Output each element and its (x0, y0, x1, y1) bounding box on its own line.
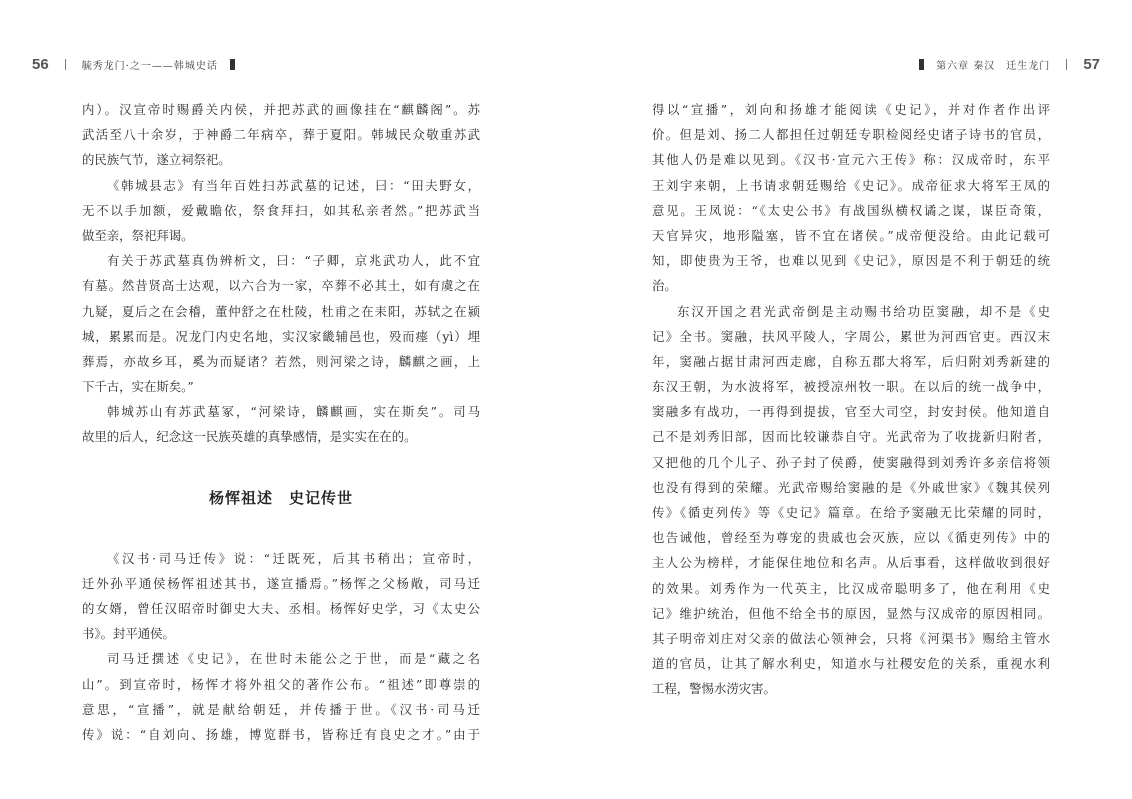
section-heading: 杨恽祖述 史记传世 (208, 488, 353, 507)
text-line: 书》。封平通侯。 (82, 626, 175, 642)
text-line: 内）。汉宣帝时赐爵关内侯，并把苏武的画像挂在“麒麟阁”。苏 (82, 102, 480, 117)
right-paragraphs (652, 97, 1050, 702)
left-header (32, 50, 247, 78)
left-paragraphs-2 (82, 546, 480, 748)
text-line: 有墓。然昔贤高士达观，以六合为一家，卒葬不必其土，如有虞之在 (82, 278, 480, 294)
left-paragraphs (82, 97, 480, 450)
text-line: 传》说：“自刘向、扬雄，博览群书，皆称迁有良史之才。”由于 (82, 726, 480, 742)
left-body-text (82, 97, 480, 747)
running-head-left: 毓秀龙门·之一——韩城史话 (81, 60, 218, 72)
header-block-mark (230, 59, 235, 70)
text-line: 城，累累而是。况龙门内史名地，实汉家畿辅邑也，殁而瘗（yì）埋 (82, 328, 480, 344)
text-line: 知，即使贵为王爷，也难以见到《史记》，原因是不利于朝廷的统 (652, 253, 1050, 269)
right-body-text (652, 97, 1050, 702)
right-page (566, 0, 1132, 799)
page-number-right: 57 (1083, 55, 1100, 73)
text-line: 有关于苏武墓真伪辨析文，曰：“子卿，京兆武功人，此不宜 (107, 253, 480, 269)
text-line: 道的官员，让其了解水利史，知道水与社稷安危的关系，重视水利 (652, 656, 1050, 672)
text-line: 的效果。刘秀作为一代英主，比汉成帝聪明多了，他在利用《史 (652, 580, 1050, 596)
text-line: 窦融多有战功，一再得到提拔，官至大司空，封安封侯。他知道自 (652, 404, 1050, 420)
text-line: 得以“宣播”，刘向和扬雄才能阅读《史记》，并对作者作出评 (652, 102, 1050, 117)
spacer (82, 522, 480, 546)
running-head-right: 第六章 秦汉 迁生龙门 (936, 60, 1051, 72)
text-line: 下千古，实在斯矣。” (82, 379, 194, 395)
text-line: 九疑，夏后之在会稽，董仲舒之在杜陵，杜甫之在耒阳，苏轼之在颍 (82, 303, 480, 319)
text-line: 东汉王朝，为水波将军，被授凉州牧一职。在以后的统一战争中， (652, 379, 1050, 395)
text-line: 葬焉，亦故乡耳，奚为而疑诸？若然，则河梁之诗，麟麒之画，上 (82, 353, 480, 369)
text-line: 做至亲，祭祀拜谒。 (82, 227, 194, 243)
text-line: 年，窦融占据甘肃河西走廊，自称五郡大将军，后归附刘秀新建的 (652, 353, 1050, 369)
text-line: 其他人仍是难以见到。《汉书·宣元六王传》称：汉成帝时，东平 (652, 152, 1050, 168)
text-line: 又把他的几个儿子、孙子封了侯爵，使窦融得到刘秀许多亲信将领 (652, 454, 1050, 470)
text-line: 武活至八十余岁，于神爵二年病卒，葬于夏阳。韩城民众敬重苏武 (82, 127, 480, 143)
header-divider (65, 59, 66, 70)
text-line: 的民族气节，遂立祠祭祀。 (82, 152, 231, 168)
header-block-mark (919, 59, 924, 70)
text-line: 工程，警惕水涝灾害。 (652, 681, 776, 697)
text-line: 意思，“宣播”，就是献给朝廷，并传播于世。《汉书·司马迁 (82, 701, 480, 717)
text-line: 传》《循吏列传》等《史记》篇章。在给予窦融无比荣耀的同时， (652, 505, 1050, 520)
text-line: 《韩城县志》有当年百姓扫苏武墓的记述，曰：“田夫野女， (107, 177, 480, 193)
header-divider (1066, 59, 1067, 70)
text-line: 的女婿，曾任汉昭帝时御史大夫、丞相。杨恽好史学，习《太史公 (82, 601, 480, 616)
text-line: 主人公为榜样，才能保住地位和名声。从后事看，这样做收到很好 (652, 555, 1050, 571)
text-line: 天官异灾，地形隘塞，皆不宜在诸侯。”成帝便没给。由此记载可 (652, 227, 1050, 243)
text-line: 也没有得到的荣耀。光武帝赐给窦融的是《外戚世家》《魏其侯列 (652, 479, 1050, 495)
text-line: 其子明帝刘庄对父亲的做法心领神会，只将《河渠书》赐给主管水 (652, 630, 1050, 646)
text-line: 王刘宇来朝，上书请求朝廷赐给《史记》。成帝征求大将军王凤的 (652, 177, 1050, 193)
text-line: 东汉开国之君光武帝倒是主动赐书给功臣窦融，却不是《史 (677, 303, 1050, 319)
right-header (907, 50, 1100, 78)
text-line: 价。但是刘、扬二人都担任过朝廷专职检阅经史诸子诗书的官员， (652, 127, 1050, 143)
text-line: 也告诫他，曾经至为尊宠的贵戚也会灭族，应以《循吏列传》中的 (652, 530, 1050, 546)
text-line: 故里的后人，纪念这一民族英雄的真挚感情，是实实在在的。 (82, 429, 417, 445)
page-number-left: 56 (32, 55, 49, 73)
spacer (82, 450, 480, 474)
text-line: 治。 (652, 278, 677, 294)
text-line: 山”。到宣帝时，杨恽才将外祖父的著作公布。“祖述”即尊崇的 (82, 676, 480, 692)
text-line: 《汉书·司马迁传》说：“迁既死，后其书稍出；宣帝时， (107, 550, 480, 566)
text-line: 记》维护统治，但他不给全书的原因，显然与汉成帝的原因相同。 (652, 605, 1050, 621)
text-line: 司马迁撰述《史记》，在世时未能公之于世，而是“藏之名 (107, 651, 480, 667)
text-line: 记》全书。窦融，扶风平陵人，字周公，累世为河西官吏。西汉末 (652, 328, 1050, 344)
text-line: 迁外孙平通侯杨恽祖述其书，遂宣播焉。”杨恽之父杨敞，司马迁 (82, 575, 480, 591)
text-line: 己不是刘秀旧部，因而比较谦恭自守。光武帝为了收拢新归附者， (652, 429, 1050, 445)
text-line: 无不以手加额，爱戴瞻依，祭食拜扫，如其私亲者然。”把苏武当 (82, 202, 480, 218)
text-line: 意见。王凤说：“《太史公书》有战国纵横权谲之谋，谋臣奇策， (652, 202, 1050, 218)
text-line: 韩城苏山有苏武墓冢，“河梁诗，麟麒画，实在斯矣”。司马 (107, 404, 480, 420)
